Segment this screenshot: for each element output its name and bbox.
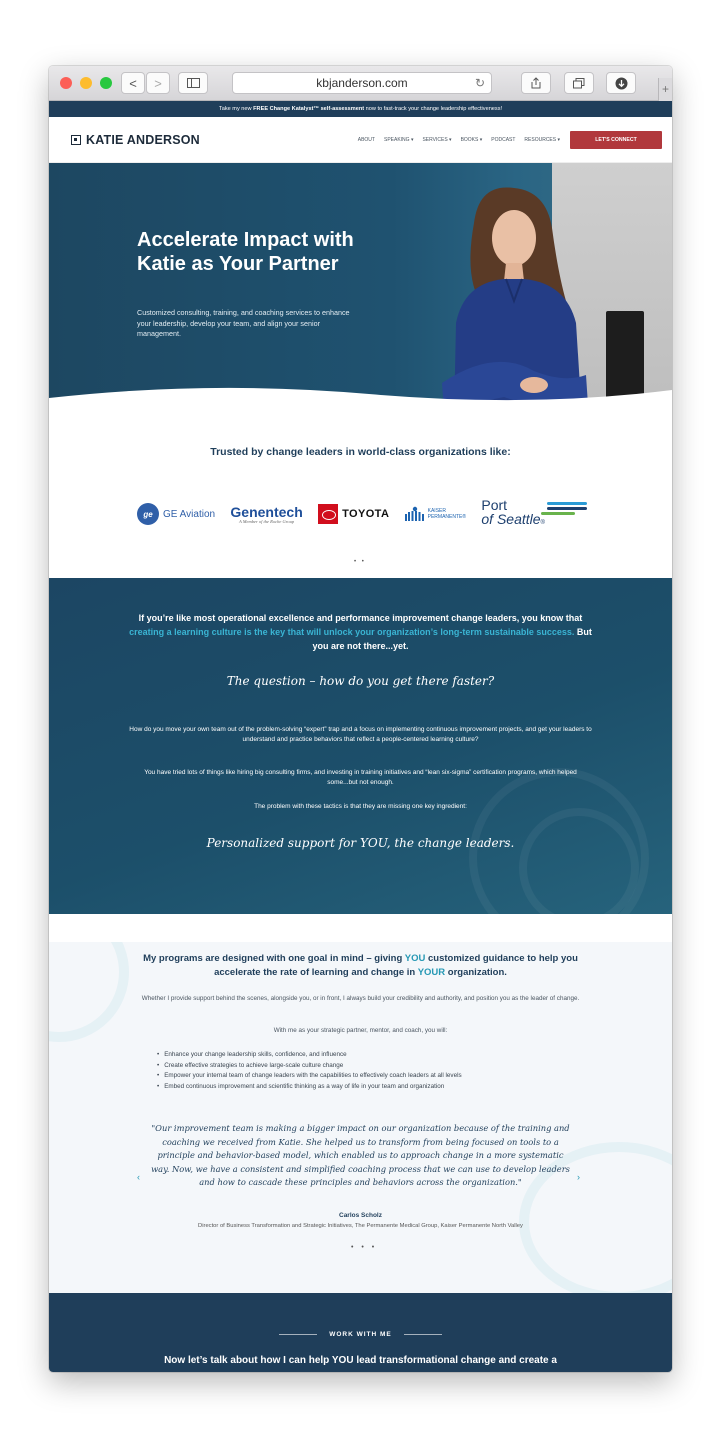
main-menu <box>358 137 560 143</box>
programs-paragraph-1: Whether I provide support behind the scenes, alongside you, or in front, I always build your credibility and authority, and position you as the leader of change. <box>141 995 580 1002</box>
list-item: • Empower your internal team of change leaders with the capabilities to effectively coach leaders at all levels <box>157 1071 462 1082</box>
toyota-logo <box>318 504 389 524</box>
logo-mark-icon <box>71 135 81 145</box>
list-item: • Embed continuous improvement and scientific thinking as a way of life in your team and organization <box>157 1082 462 1093</box>
programs-heading-you: YOU <box>404 953 426 964</box>
trusted-heading: Trusted by change leaders in world-class organizations like: <box>210 446 511 458</box>
work-with-me-section <box>49 1293 672 1372</box>
nav-item-podcast[interactable]: PODCAST <box>491 136 516 143</box>
nav-item-resources[interactable]: RESOURCES ▾ <box>524 136 560 143</box>
downloads-button[interactable] <box>606 72 636 94</box>
lead-highlight: creating a learning culture is the key that will unlock your organization’s long-term sustainable success. <box>129 627 575 637</box>
programs-heading-a: My programs are designed with one goal in mind – giving <box>143 953 405 964</box>
problem-paragraph-2: You have tried lots of things like hiring big consulting firms, and investing in training initiatives and “lean six-sigma” certification programs, which helped some...but not enough. <box>144 769 577 786</box>
testimonial-quote: "Our improvement team is making a bigger impact on our organization because of the training and coaching we received from Katie. She helped us to transform from being focused on tools to a principle and behavior-based model, which enabled us to approach change in a more systematic way. Now, we have a consistent and simplified coaching process that we can use to develop leaders and how to cascade these principles and behaviors across the organization." <box>151 1123 570 1187</box>
url-text: kbjanderson.com <box>316 76 408 90</box>
programs-heading-your: YOUR <box>417 967 446 978</box>
tabs-icon <box>573 78 585 89</box>
problem-paragraph-1: How do you move your own team out of the problem-solving “expert” trap and a focus on implementing continuous improvement projects, and get your leaders to understand and practice behaviors that reflect a people-centered learning culture? <box>129 726 592 743</box>
benefits-list <box>157 1050 462 1092</box>
site-nav <box>49 117 672 163</box>
sidebar-icon <box>187 78 200 88</box>
toyota-emblem-icon <box>318 504 338 524</box>
promo-suffix: now to fast-track your change leadership effectiveness! <box>364 106 503 112</box>
browser-toolbar <box>49 66 672 101</box>
testimonial-pager[interactable]: • • • <box>351 1244 378 1251</box>
kaiser-text-1: KAISER <box>427 508 446 514</box>
reload-icon[interactable]: ↻ <box>474 76 485 90</box>
lets-connect-button[interactable]: LET'S CONNECT <box>570 131 662 149</box>
tabs-button[interactable] <box>564 72 594 94</box>
decorative-swirl-left <box>49 942 129 1042</box>
port-stripes-icon <box>547 502 587 515</box>
lead-text-b: But you are not there...yet. <box>312 627 592 651</box>
ingredient-heading: Personalized support for YOU, the change leaders. <box>206 836 515 850</box>
nav-item-books[interactable]: BOOKS ▾ <box>460 136 483 143</box>
forward-button[interactable]: > <box>146 72 170 94</box>
browser-window <box>49 66 672 1372</box>
hero-wave-divider <box>49 380 672 418</box>
testimonial-title: Director of Business Transformation and Strategic Initiatives, The Permanente Medical Group, Kaiser Permanente North Valley <box>198 1223 523 1229</box>
testimonial-name: Carlos Scholz <box>339 1212 382 1219</box>
kaiser-text-2: PERMANENTE® <box>427 514 467 520</box>
zoom-window-icon[interactable] <box>100 77 112 89</box>
ge-monogram-icon: ge <box>137 503 159 525</box>
programs-paragraph-2: With me as your strategic partner, mentor, and coach, you will: <box>273 1027 448 1034</box>
ge-aviation-logo <box>137 503 215 525</box>
logo-carousel-pager[interactable]: • • <box>354 559 366 565</box>
promo-link[interactable]: FREE Change Katalyst™ self-assessment <box>253 106 365 112</box>
kaiser-permanente-logo <box>405 505 466 523</box>
programs-heading <box>129 952 592 980</box>
site-logo[interactable] <box>71 133 200 147</box>
hero-subtitle: Customized consulting, training, and coaching services to enhance your leadership, develop your team, and align your senior management. <box>137 308 350 338</box>
address-bar[interactable] <box>232 72 492 94</box>
genentech-subtext: A Member of the Roche Group <box>239 518 295 524</box>
port-text-1: Port <box>481 497 508 513</box>
port-of-seattle-logo <box>481 498 587 530</box>
client-logos <box>137 496 587 532</box>
share-icon <box>531 77 541 89</box>
work-with-me-heading: Now let’s talk about how I can help YOU lead transformational change and create a <box>164 1355 557 1366</box>
nav-item-services[interactable]: SERVICES ▾ <box>422 136 452 143</box>
trusted-logos-section <box>49 418 672 578</box>
problem-section <box>49 578 672 914</box>
sidebar-toggle-button[interactable] <box>178 72 208 94</box>
ge-aviation-text: GE Aviation <box>163 508 216 520</box>
list-item: • Create effective strategies to achieve large-scale culture change <box>157 1061 462 1072</box>
problem-paragraph-3: The problem with these tactics is that they are missing one key ingredient: <box>254 803 467 810</box>
kaiser-emblem-icon <box>405 505 425 523</box>
minimize-window-icon[interactable] <box>80 77 92 89</box>
programs-section <box>49 942 672 1294</box>
toyota-text: TOYOTA <box>342 508 390 520</box>
logo-text: KATIE ANDERSON <box>86 132 200 147</box>
nav-item-about[interactable]: ABOUT <box>357 136 375 143</box>
hero-title: Accelerate Impact with Katie as Your Partner <box>137 229 354 275</box>
testimonial-next-button[interactable]: › <box>577 1172 580 1182</box>
download-icon <box>615 77 628 90</box>
work-label-text: WORK WITH ME <box>329 1331 392 1338</box>
lead-text-a: If you’re like most operational excellence and performance improvement change leaders, you know that <box>138 613 583 623</box>
port-trademark: ® <box>540 520 545 526</box>
programs-heading-b: customized guidance to help you accelerate the rate of learning and change in <box>214 953 578 978</box>
list-item: • Enhance your change leadership skills, confidence, and influence <box>157 1050 462 1061</box>
hero-section <box>49 163 672 418</box>
genentech-logo <box>230 505 302 524</box>
nav-item-speaking[interactable]: SPEAKING ▾ <box>383 136 414 143</box>
promo-banner[interactable] <box>49 101 672 117</box>
port-text-2: of Seattle <box>481 511 541 527</box>
back-button[interactable]: < <box>121 72 145 94</box>
work-with-me-label <box>49 1331 672 1338</box>
problem-lead <box>129 611 592 653</box>
close-window-icon[interactable] <box>60 77 72 89</box>
question-heading: The question – how do you get there faster? <box>226 674 495 688</box>
promo-prefix: Take my new <box>218 106 254 112</box>
programs-heading-c: organization. <box>445 967 507 978</box>
new-tab-button[interactable]: + <box>658 78 672 101</box>
genentech-text: Genentech <box>230 503 303 520</box>
testimonial-prev-button[interactable]: ‹ <box>137 1172 140 1182</box>
share-button[interactable] <box>521 72 551 94</box>
